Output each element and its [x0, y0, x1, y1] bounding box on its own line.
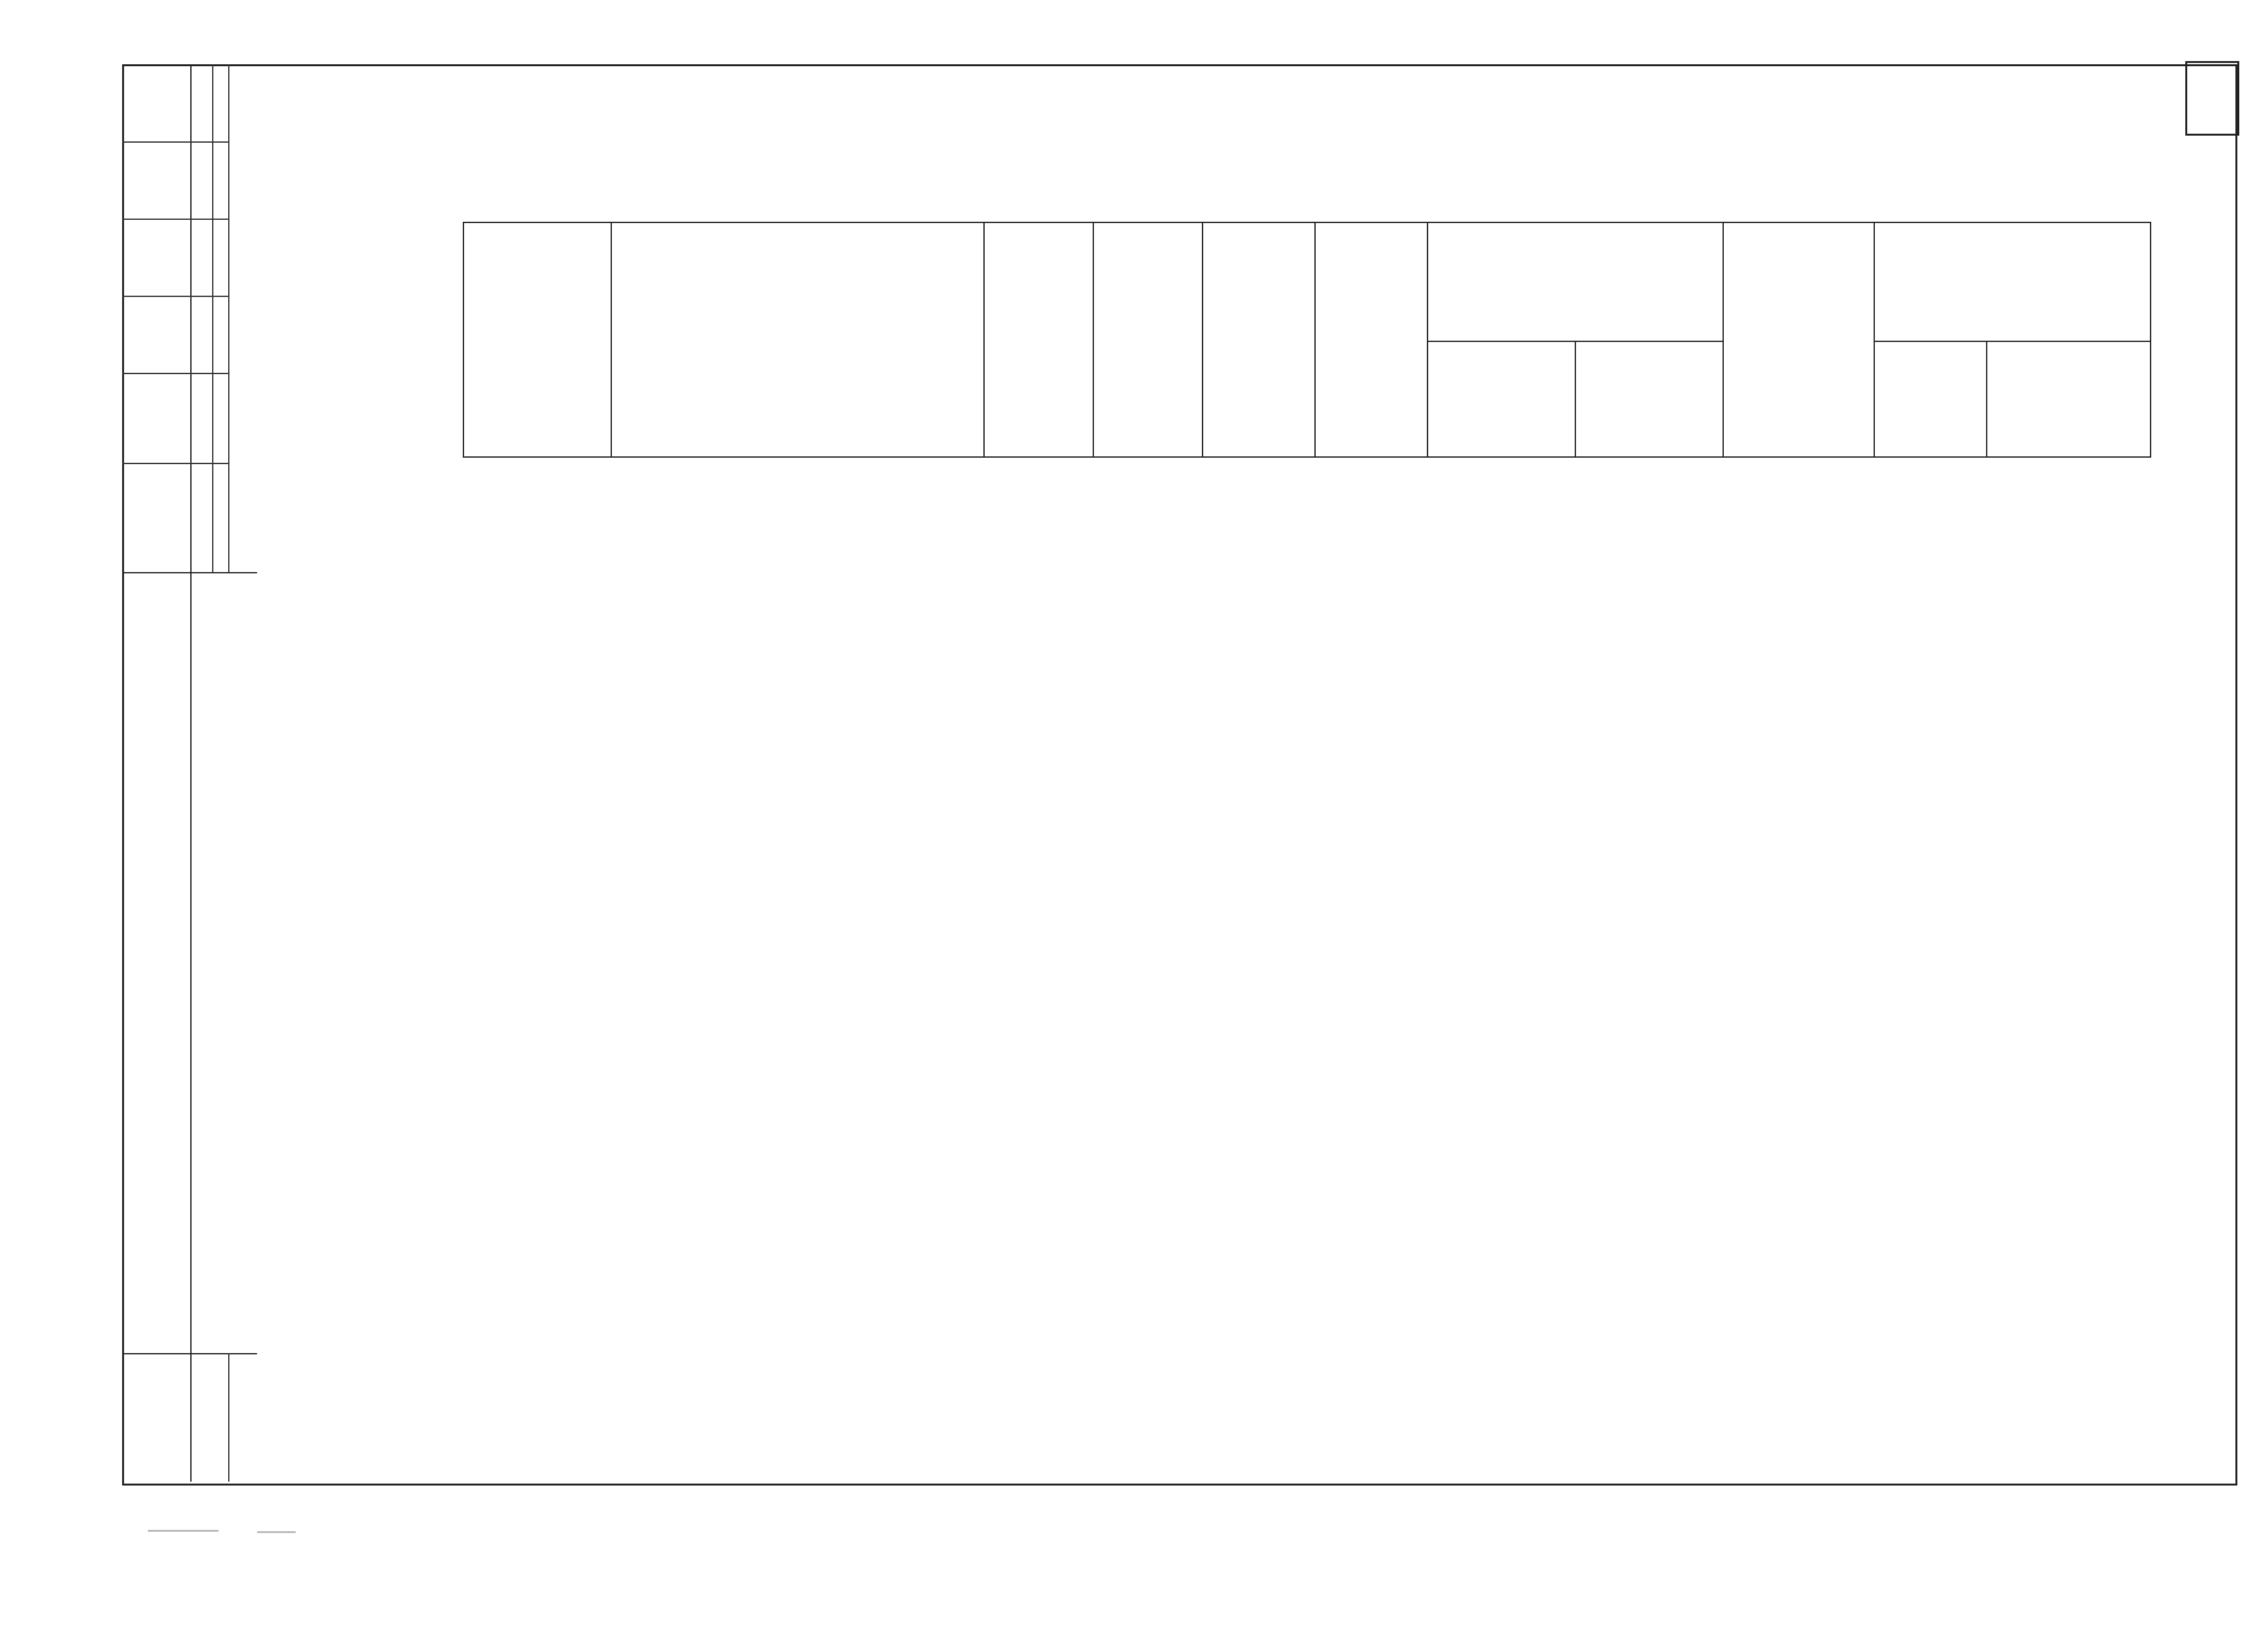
stamp-field-signature [122, 373, 190, 463]
header-layer-thickness [1987, 341, 2151, 457]
header-density [1874, 341, 1987, 457]
header-type [463, 222, 611, 457]
sheet-label [193, 1353, 257, 1482]
scan-mark [257, 1531, 296, 1533]
title-block-stamp [122, 64, 257, 1482]
sheet-number [135, 1353, 193, 1482]
header-max-height [984, 222, 1093, 457]
header-thickness-D [1093, 222, 1203, 457]
header-sound-index [1723, 222, 1874, 457]
stamp-field-list [122, 219, 190, 296]
scan-mark [148, 1530, 219, 1532]
header-guide-profile [1428, 341, 1575, 457]
document-code [138, 572, 196, 1353]
header-layer-d [1203, 222, 1315, 457]
header-stud-profile [1575, 341, 1723, 457]
header-sketch [611, 222, 984, 457]
header-sound-layer [1874, 222, 2151, 341]
header-step [1315, 222, 1428, 457]
stamp-field-doc [122, 296, 190, 373]
stamp-field-izm [122, 64, 190, 141]
page-number-box [2185, 61, 2239, 136]
company-name [186, 572, 257, 1353]
header-frame-elements [1428, 222, 1723, 341]
stamp-field-kol [122, 141, 190, 219]
partition-spec-table [463, 222, 2151, 458]
stamp-field-date [122, 463, 190, 572]
